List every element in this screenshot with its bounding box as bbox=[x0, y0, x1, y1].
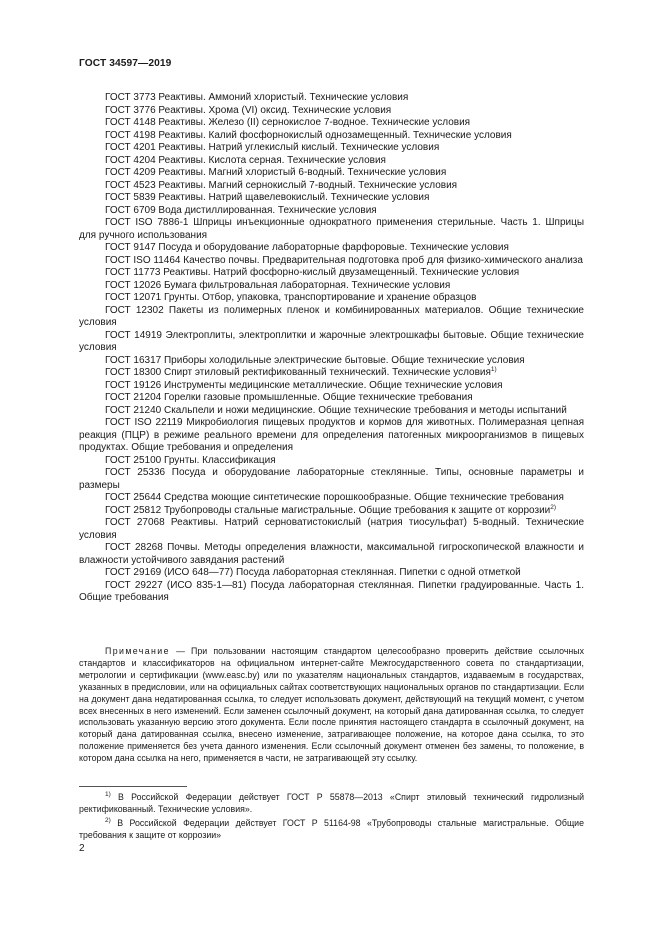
reference-text: ГОСТ 27068 Реактивы. Натрий серноватистокислый (натрия тиосульфат) 5-водный. Технические условия bbox=[79, 517, 584, 541]
reference-text: ГОСТ 21240 Скальпели и ножи медицинские. Общие технические требования и методы испытаний bbox=[105, 404, 567, 416]
reference-item bbox=[79, 192, 584, 205]
reference-text: ГОСТ ISO 22119 Микробиология пищевых продуктов и кормов для животных. Полимеразная цепная реакция (ПЦР) в режиме реального времени для определения патогенных микроорганизмов в пищевых продуктах. Общие требования и определения bbox=[79, 417, 584, 453]
reference-item bbox=[79, 567, 584, 580]
footnotes bbox=[79, 792, 584, 844]
page-header: ГОСТ 34597—2019 bbox=[79, 58, 172, 69]
reference-item bbox=[79, 180, 584, 193]
footnote-marker: 1) bbox=[105, 791, 111, 798]
reference-text: ГОСТ 5839 Реактивы. Натрий щавелевокислый. Технические условия bbox=[105, 192, 430, 203]
note-text: — При пользовании настоящим стандартом целесообразно проверить действие ссылочных стандартов и классификаторов на официальном интернет-сайте Межгосударственного совета по стандартизации, метрологии и сертификации (www.easc.by) или по указателям национальных стандартов, издаваемым в государствах, указанных в предисловии, или на официальных сайтах соответствующих национальных органов по стандартизации. Если на документ дана недатированная ссылка, то следует использовать документ, действующий на текущий момент, с учетом всех внесенных в него изменений. Если заменен ссылочный документ, на который дана датированная ссылка, то следует использовать указанную версию этого документа. Если после принятия настоящего стандарта в ссылочный документ, на который дана датированная ссылка, внесено изменение, затрагивающее положение, на которое дана ссылка, то это положение применяется без учета данного изменения. Если ссылочный документ отменен без замены, то положение, в котором дана ссылка на него, применяется в части, не затрагивающей эту ссылку. bbox=[79, 646, 584, 764]
reference-text: ГОСТ 9147 Посуда и оборудование лабораторные фарфоровые. Технические условия bbox=[105, 242, 509, 253]
reference-text: ГОСТ 29169 (ИСО 648—77) Посуда лабораторная стеклянная. Пипетки с одной отметкой bbox=[105, 567, 521, 578]
reference-text: ГОСТ 28268 Почвы. Методы определения влажности, максимальной гигроскопической влажности и влажности устойчивого завядания растений bbox=[79, 542, 584, 566]
reference-item bbox=[79, 455, 584, 468]
reference-text: ГОСТ 19126 Инструменты медицинские металлические. Общие технические условия bbox=[105, 379, 503, 391]
reference-text: ГОСТ ISO 11464 Качество почвы. Предварительная подготовка проб для физико-химического анализа bbox=[105, 254, 583, 266]
reference-item bbox=[79, 255, 584, 268]
footnote-ref-marker: 1) bbox=[490, 366, 497, 373]
reference-text: ГОСТ 12071 Грунты. Отбор, упаковка, транспортирование и хранение образцов bbox=[105, 292, 477, 303]
reference-item bbox=[79, 380, 584, 393]
reference-item bbox=[79, 492, 584, 505]
reference-item bbox=[79, 355, 584, 368]
reference-text: ГОСТ 4209 Реактивы. Магний хлористый 6-водный. Технические условия bbox=[105, 167, 447, 178]
reference-text: ГОСТ 25812 Трубопроводы стальные магистральные. Общие требования к защите от коррозии bbox=[105, 504, 551, 516]
reference-item bbox=[79, 517, 584, 542]
reference-text: ГОСТ 25100 Грунты. Классификация bbox=[105, 454, 276, 466]
reference-text: ГОСТ 25336 Посуда и оборудование лабораторные стеклянные. Типы, основные параметры и размеры bbox=[79, 467, 584, 491]
reference-item bbox=[79, 117, 584, 130]
reference-item bbox=[79, 92, 584, 105]
reference-text: ГОСТ 11773 Реактивы. Натрий фосфорно-кислый двузамещенный. Технические условия bbox=[105, 267, 520, 278]
reference-text: ГОСТ 3776 Реактивы. Хрома (VI) оксид. Технические условия bbox=[105, 104, 392, 116]
reference-item bbox=[79, 467, 584, 492]
reference-item bbox=[79, 155, 584, 168]
footnote-text: В Российской Федерации действует ГОСТ Р 51164-98 «Трубопроводы стальные магистральные. Общие требования к защите от коррозии» bbox=[79, 818, 584, 840]
note-paragraph bbox=[79, 646, 584, 765]
reference-text: ГОСТ 12026 Бумага фильтровальная лабораторная. Технические условия bbox=[105, 279, 451, 291]
note-block bbox=[79, 646, 584, 765]
reference-item bbox=[79, 217, 584, 242]
reference-item bbox=[79, 280, 584, 293]
reference-item bbox=[79, 330, 584, 355]
reference-text: ГОСТ 12302 Пакеты из полимерных пленок и комбинированных материалов. Общие технические условия bbox=[79, 304, 584, 328]
reference-item bbox=[79, 405, 584, 418]
reference-item bbox=[79, 505, 584, 518]
footnote-ref-marker: 2) bbox=[550, 503, 557, 511]
reference-text: ГОСТ 4148 Реактивы. Железо (II) сернокислое 7-водное. Технические условия bbox=[105, 117, 471, 128]
reference-text: ГОСТ 4198 Реактивы. Калий фосфорнокислый однозамещенный. Технические условия bbox=[105, 129, 512, 141]
reference-item bbox=[79, 242, 584, 255]
reference-item bbox=[79, 392, 584, 405]
reference-text: ГОСТ 4523 Реактивы. Магний сернокислый 7-водный. Технические условия bbox=[105, 179, 458, 191]
reference-item bbox=[79, 105, 584, 118]
reference-item bbox=[79, 367, 584, 380]
footnote-1 bbox=[79, 792, 584, 815]
page-number: 2 bbox=[79, 843, 85, 854]
reference-text: ГОСТ 14919 Электроплиты, электроплитки и жарочные электрошкафы бытовые. Общие технические условия bbox=[79, 329, 584, 353]
reference-text: ГОСТ 6709 Вода дистиллированная. Технические условия bbox=[105, 204, 377, 216]
reference-item bbox=[79, 542, 584, 567]
reference-text: ГОСТ ISO 7886-1 Шприцы инъекционные однократного применения стерильные. Часть 1. Шприцы для ручного использования bbox=[79, 217, 584, 241]
footnote-2 bbox=[79, 818, 584, 841]
reference-text: ГОСТ 4201 Реактивы. Натрий углекислый кислый. Технические условия bbox=[105, 142, 440, 153]
footnote-separator bbox=[79, 786, 187, 787]
reference-item bbox=[79, 580, 584, 605]
reference-item bbox=[79, 205, 584, 218]
reference-item bbox=[79, 305, 584, 330]
reference-item bbox=[79, 417, 584, 455]
reference-text: ГОСТ 18300 Спирт этиловый ректификованный технический. Технические условия bbox=[105, 367, 491, 378]
note-label: Примечание bbox=[105, 646, 170, 656]
reference-text: ГОСТ 16317 Приборы холодильные электрические бытовые. Общие технические условия bbox=[105, 354, 525, 366]
reference-text: ГОСТ 21204 Горелки газовые промышленные. Общие технические требования bbox=[105, 392, 473, 403]
reference-text: ГОСТ 29227 (ИСО 835-1—81) Посуда лабораторная стеклянная. Пипетки градуированные. Часть 1. Общие требования bbox=[79, 579, 584, 603]
reference-text: ГОСТ 3773 Реактивы. Аммоний хлористый. Технические условия bbox=[105, 92, 409, 103]
footnote-text: В Российской Федерации действует ГОСТ Р 55878—2013 «Спирт этиловый технический гидролизный ректификованный. Технические условия». bbox=[79, 792, 584, 814]
reference-item bbox=[79, 292, 584, 305]
reference-item bbox=[79, 167, 584, 180]
normative-references-list bbox=[79, 92, 584, 605]
reference-item bbox=[79, 267, 584, 280]
reference-text: ГОСТ 25644 Средства моющие синтетические порошкообразные. Общие технические требования bbox=[105, 492, 564, 503]
footnote-marker: 2) bbox=[105, 817, 111, 825]
reference-item bbox=[79, 142, 584, 155]
reference-text: ГОСТ 4204 Реактивы. Кислота серная. Технические условия bbox=[105, 154, 386, 166]
reference-item bbox=[79, 130, 584, 143]
